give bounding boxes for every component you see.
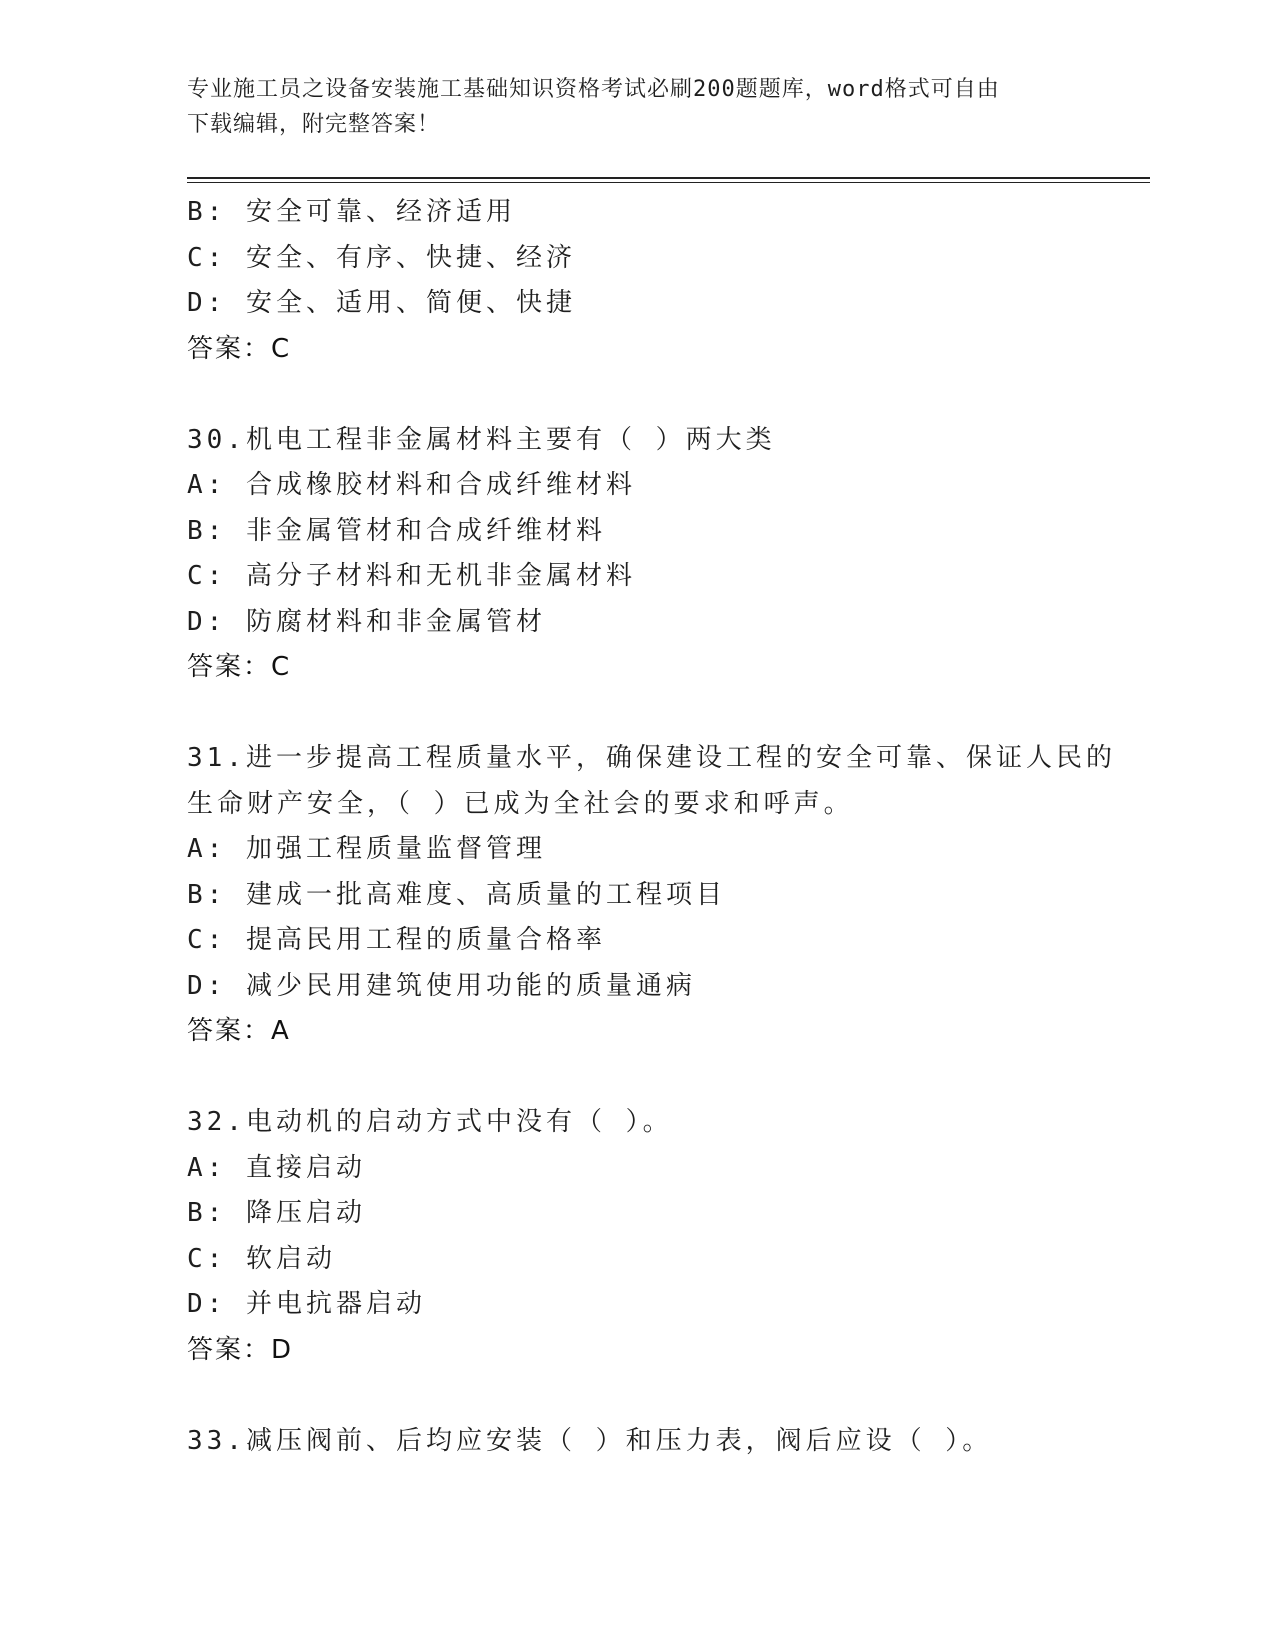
- option-a: A: 加强工程质量监督管理: [187, 834, 546, 864]
- answer: 答案：C: [187, 652, 292, 682]
- option-b: B: 建成一批高难度、高质量的工程项目: [187, 879, 726, 910]
- question-31: [187, 736, 1116, 1055]
- question-list: [187, 190, 1116, 1464]
- document-header: [187, 72, 1087, 142]
- question-stem: 32.电动机的启动方式中没有（ ）。: [187, 1107, 673, 1137]
- question-gap: [187, 372, 1087, 418]
- option-d: D: 减少民用建筑使用功能的质量通病: [187, 970, 696, 1001]
- option-a: A: 合成橡胶材料和合成纤维材料: [187, 470, 636, 500]
- question-stem: 30.机电工程非金属材料主要有（ ）两大类: [187, 424, 776, 455]
- answer: 答案：D: [187, 1334, 294, 1365]
- question-30: [187, 418, 1087, 691]
- option-c: C: 提高民用工程的质量合格率: [187, 925, 606, 955]
- option-c: C: 高分子材料和无机非金属材料: [187, 561, 636, 591]
- question-gap: [187, 1373, 1087, 1419]
- question-stem-line-2: 生命财产安全，（ ）已成为全社会的要求和呼声。: [187, 788, 854, 819]
- header-line-1: 专业施工员之设备安装施工基础知识资格考试必刷200题题库，word格式可自由: [187, 77, 1000, 102]
- option-c: C: 软启动: [187, 1243, 336, 1274]
- option-b: B: 降压启动: [187, 1198, 366, 1228]
- question-32: [187, 1100, 1087, 1373]
- question-33: [187, 1419, 1087, 1465]
- option-d: D: 并电抗器启动: [187, 1289, 426, 1319]
- header-line-2: 下载编辑，附完整答案！: [187, 112, 441, 137]
- option-b: B: 非金属管材和合成纤维材料: [187, 515, 606, 546]
- question-stem: 33.减压阀前、后均应安装（ ）和压力表，阀后应设（ ）。: [187, 1425, 993, 1456]
- question-stem-line-1: 31.进一步提高工程质量水平，确保建设工程的安全可靠、保证人民的: [187, 743, 1116, 773]
- question-29-tail: [187, 190, 1087, 372]
- option-a: A: 直接启动: [187, 1152, 366, 1183]
- option-c: C: 安全、有序、快捷、经济: [187, 242, 576, 273]
- option-d: D: 防腐材料和非金属管材: [187, 606, 546, 637]
- question-gap: [187, 691, 1087, 737]
- header-rule-thin: [187, 182, 1150, 183]
- header-rule-thick: [187, 177, 1150, 179]
- question-gap: [187, 1055, 1087, 1101]
- option-b: B: 安全可靠、经济适用: [187, 197, 516, 227]
- answer: 答案：A: [187, 1016, 291, 1046]
- answer: 答案：C: [187, 333, 292, 364]
- option-d: D: 安全、适用、简便、快捷: [187, 288, 576, 318]
